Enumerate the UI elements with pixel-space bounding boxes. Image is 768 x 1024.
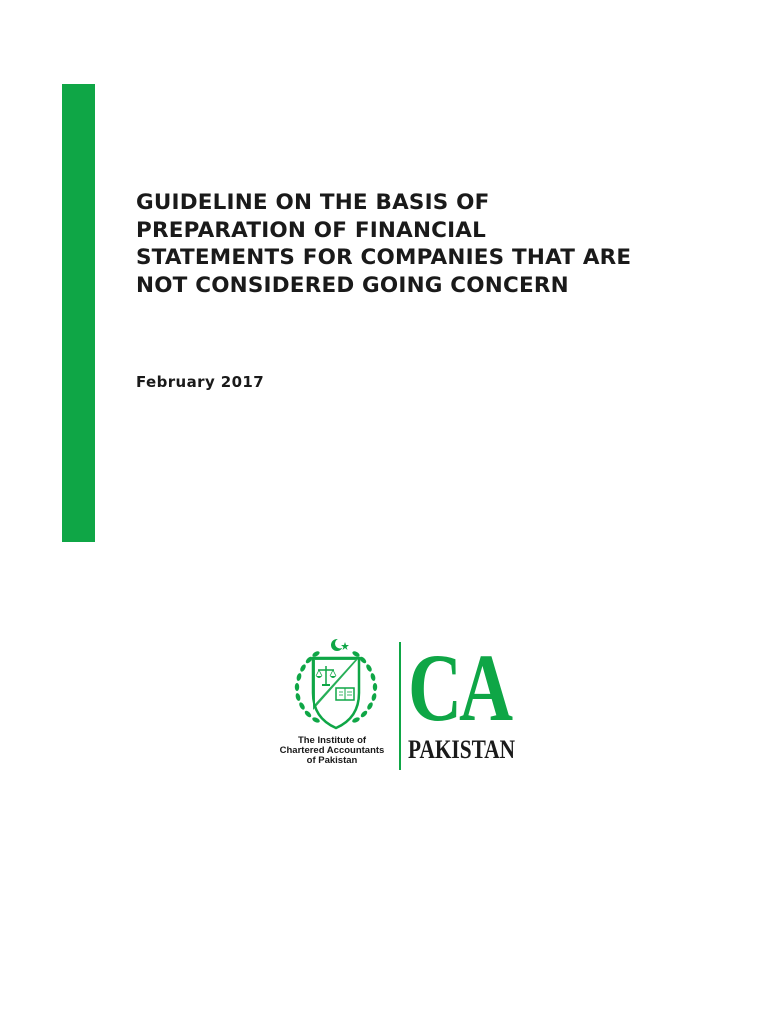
pakistan-brand-mark: PAKISTAN [408,735,516,764]
publication-date: February 2017 [136,373,265,391]
title-line: GUIDELINE ON THE BASIS OF [136,190,490,215]
institute-name-line: The Institute of [297,735,367,746]
title-line: NOT CONSIDERED GOING CONCERN [136,272,569,298]
document-title [136,189,696,299]
icap-crest-icon [286,638,386,738]
institute-name [268,736,396,766]
institute-name-line: Chartered Accountants [279,745,385,756]
title-line: STATEMENTS FOR COMPANIES THAT ARE [136,245,632,270]
accent-bar [62,84,95,542]
title-line: PREPARATION OF FINANCIAL [136,217,487,243]
icap-logo [268,634,558,770]
logo-divider [399,642,401,770]
ca-brand-mark: CA [408,634,510,741]
institute-name-line: of Pakistan [306,755,358,766]
